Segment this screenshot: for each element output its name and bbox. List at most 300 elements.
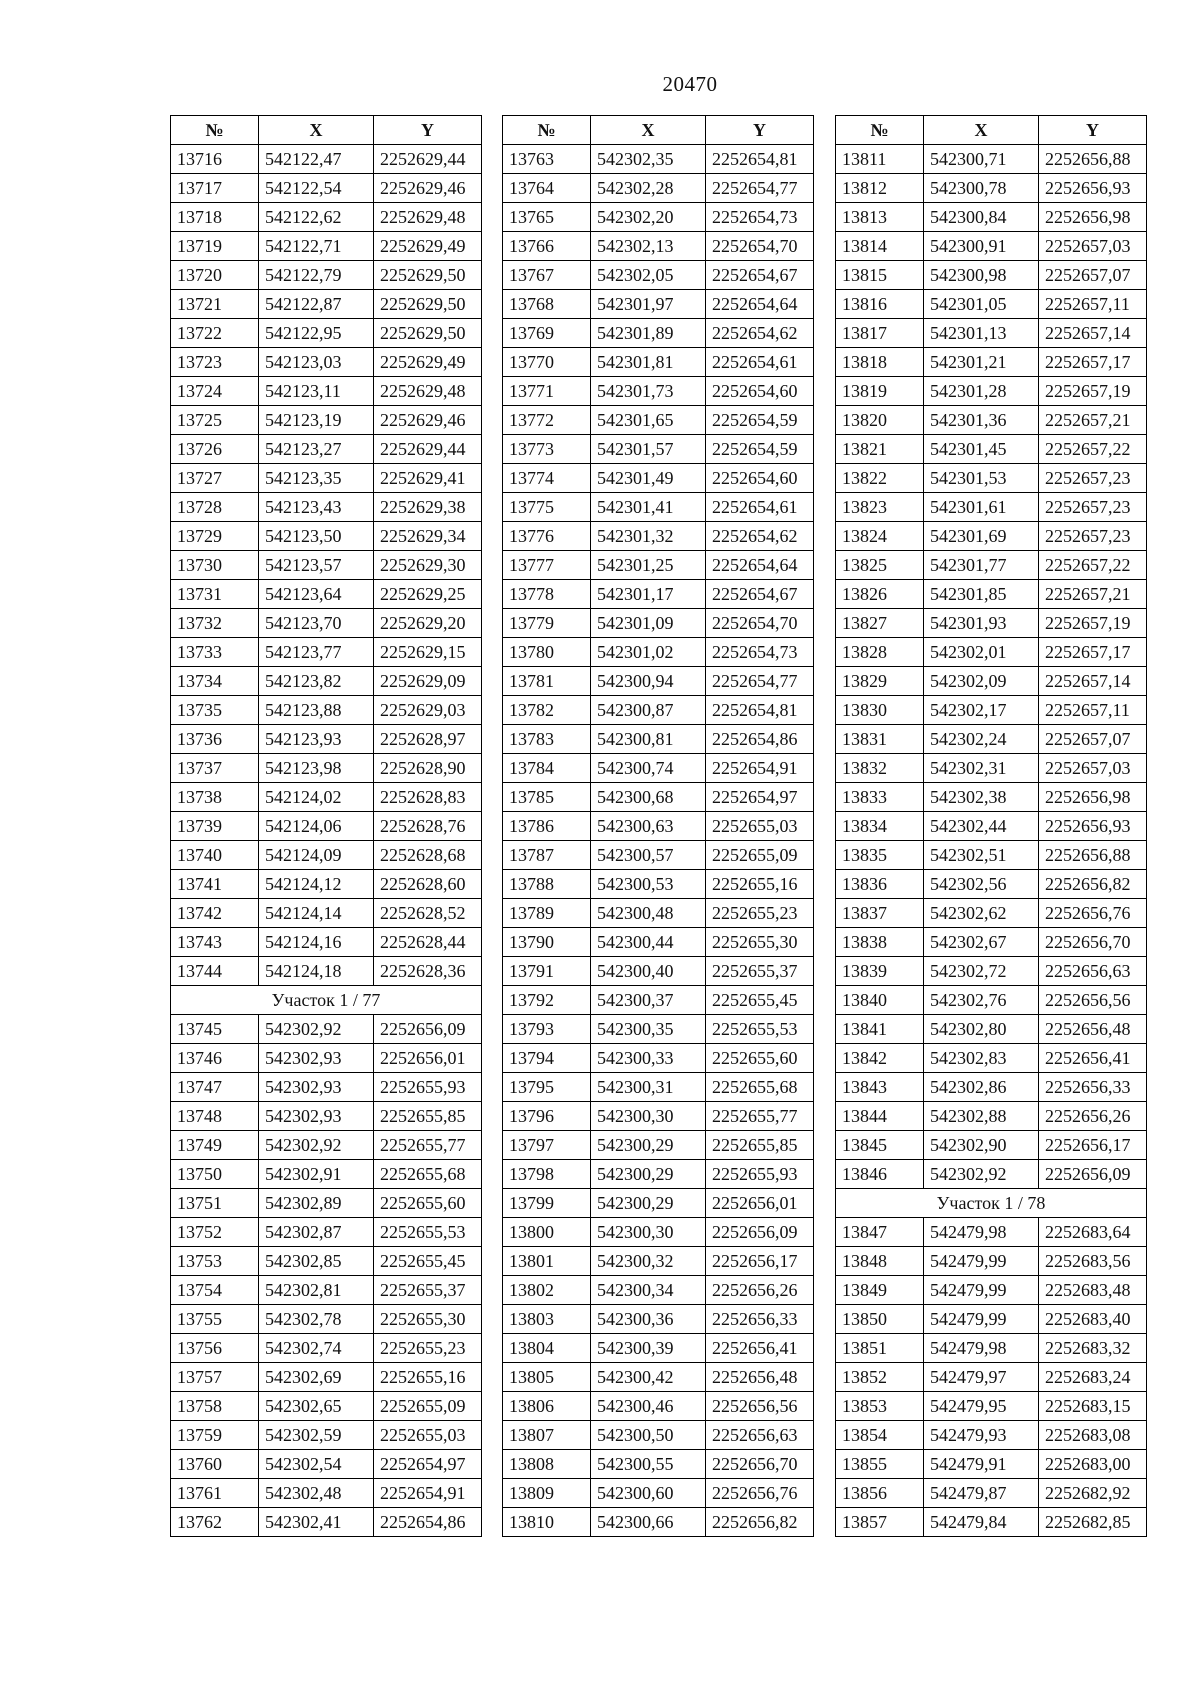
- cell-y: 2252655,37: [374, 1276, 482, 1305]
- table-row: [503, 1276, 814, 1305]
- cell-number: 13855: [836, 1450, 924, 1479]
- cell-y: 2252656,70: [1039, 928, 1147, 957]
- cell-number: 13830: [836, 696, 924, 725]
- cell-y: 2252629,46: [374, 174, 482, 203]
- cell-number: 13794: [503, 1044, 591, 1073]
- cell-x: 542301,13: [924, 319, 1039, 348]
- cell-number: 13811: [836, 145, 924, 174]
- cell-y: 2252656,82: [1039, 870, 1147, 899]
- cell-y: 2252656,76: [706, 1479, 814, 1508]
- cell-x: 542301,53: [924, 464, 1039, 493]
- cell-number: 13789: [503, 899, 591, 928]
- cell-y: 2252657,21: [1039, 580, 1147, 609]
- table-row: [503, 754, 814, 783]
- cell-number: 13784: [503, 754, 591, 783]
- cell-x: 542300,42: [591, 1363, 706, 1392]
- table-row: [836, 725, 1147, 754]
- cell-y: 2252656,09: [1039, 1160, 1147, 1189]
- cell-number: 13788: [503, 870, 591, 899]
- cell-x: 542302,13: [591, 232, 706, 261]
- cell-x: 542300,74: [591, 754, 706, 783]
- cell-y: 2252628,76: [374, 812, 482, 841]
- cell-x: 542302,69: [259, 1363, 374, 1392]
- cell-y: 2252655,93: [706, 1160, 814, 1189]
- table-row: [171, 899, 482, 928]
- cell-number: 13834: [836, 812, 924, 841]
- table-row: [836, 406, 1147, 435]
- cell-y: 2252655,23: [374, 1334, 482, 1363]
- cell-x: 542122,79: [259, 261, 374, 290]
- table-row: [171, 551, 482, 580]
- cell-y: 2252656,63: [706, 1421, 814, 1450]
- cell-number: 13777: [503, 551, 591, 580]
- cell-x: 542300,37: [591, 986, 706, 1015]
- cell-x: 542302,88: [924, 1102, 1039, 1131]
- cell-x: 542301,32: [591, 522, 706, 551]
- cell-x: 542301,93: [924, 609, 1039, 638]
- table-row: [503, 1218, 814, 1247]
- cell-y: 2252656,98: [1039, 203, 1147, 232]
- table-row: [171, 435, 482, 464]
- cell-x: 542124,18: [259, 957, 374, 986]
- cell-x: 542124,02: [259, 783, 374, 812]
- table-row: [503, 1450, 814, 1479]
- cell-number: 13796: [503, 1102, 591, 1131]
- cell-number: 13829: [836, 667, 924, 696]
- cell-x: 542301,28: [924, 377, 1039, 406]
- cell-x: 542302,62: [924, 899, 1039, 928]
- cell-y: 2252656,70: [706, 1450, 814, 1479]
- table-row: [503, 174, 814, 203]
- cell-y: 2252656,93: [1039, 812, 1147, 841]
- cell-number: 13782: [503, 696, 591, 725]
- cell-y: 2252654,86: [374, 1508, 482, 1537]
- table-row: [836, 957, 1147, 986]
- table-row: [171, 1247, 482, 1276]
- cell-x: 542302,81: [259, 1276, 374, 1305]
- cell-y: 2252654,59: [706, 435, 814, 464]
- cell-number: 13853: [836, 1392, 924, 1421]
- cell-y: 2252628,44: [374, 928, 482, 957]
- coordinates-table-middle: [502, 115, 814, 1537]
- cell-y: 2252683,40: [1039, 1305, 1147, 1334]
- cell-number: 13801: [503, 1247, 591, 1276]
- cell-y: 2252656,26: [1039, 1102, 1147, 1131]
- section-label: Участок 1 / 77: [171, 986, 482, 1015]
- cell-y: 2252629,44: [374, 435, 482, 464]
- cell-y: 2252655,16: [706, 870, 814, 899]
- cell-number: 13822: [836, 464, 924, 493]
- table-row: [503, 1334, 814, 1363]
- cell-number: 13773: [503, 435, 591, 464]
- cell-number: 13720: [171, 261, 259, 290]
- cell-number: 13742: [171, 899, 259, 928]
- cell-y: 2252657,14: [1039, 319, 1147, 348]
- table-row: [836, 174, 1147, 203]
- cell-number: 13728: [171, 493, 259, 522]
- cell-number: 13745: [171, 1015, 259, 1044]
- table-row: [171, 493, 482, 522]
- cell-x: 542301,89: [591, 319, 706, 348]
- cell-number: 13762: [171, 1508, 259, 1537]
- cell-number: 13734: [171, 667, 259, 696]
- table-row: [503, 841, 814, 870]
- cell-y: 2252654,67: [706, 580, 814, 609]
- cell-number: 13783: [503, 725, 591, 754]
- cell-x: 542300,68: [591, 783, 706, 812]
- cell-x: 542301,25: [591, 551, 706, 580]
- table-row: [836, 1421, 1147, 1450]
- cell-y: 2252629,30: [374, 551, 482, 580]
- cell-number: 13778: [503, 580, 591, 609]
- cell-number: 13808: [503, 1450, 591, 1479]
- cell-x: 542300,40: [591, 957, 706, 986]
- table-row: [171, 1421, 482, 1450]
- table-row: [503, 609, 814, 638]
- cell-x: 542123,70: [259, 609, 374, 638]
- table-row: [503, 725, 814, 754]
- cell-x: 542300,39: [591, 1334, 706, 1363]
- cell-y: 2252654,67: [706, 261, 814, 290]
- cell-y: 2252655,77: [706, 1102, 814, 1131]
- table-row: [836, 1363, 1147, 1392]
- cell-x: 542302,05: [591, 261, 706, 290]
- cell-y: 2252657,11: [1039, 290, 1147, 319]
- cell-number: 13738: [171, 783, 259, 812]
- header-y: Y: [706, 116, 814, 145]
- cell-number: 13816: [836, 290, 924, 319]
- table-row: [171, 754, 482, 783]
- cell-x: 542302,38: [924, 783, 1039, 812]
- table-row: [836, 986, 1147, 1015]
- cell-number: 13850: [836, 1305, 924, 1334]
- cell-x: 542302,92: [924, 1160, 1039, 1189]
- cell-x: 542124,14: [259, 899, 374, 928]
- cell-x: 542302,92: [259, 1015, 374, 1044]
- cell-number: 13809: [503, 1479, 591, 1508]
- cell-y: 2252656,41: [1039, 1044, 1147, 1073]
- cell-x: 542301,81: [591, 348, 706, 377]
- cell-number: 13849: [836, 1276, 924, 1305]
- cell-x: 542302,87: [259, 1218, 374, 1247]
- cell-y: 2252656,76: [1039, 899, 1147, 928]
- cell-x: 542124,09: [259, 841, 374, 870]
- cell-y: 2252654,62: [706, 522, 814, 551]
- table-row: [503, 812, 814, 841]
- coordinates-table-left: [170, 115, 482, 1537]
- header-number: №: [171, 116, 259, 145]
- cell-y: 2252655,68: [706, 1073, 814, 1102]
- cell-number: 13828: [836, 638, 924, 667]
- cell-y: 2252657,23: [1039, 493, 1147, 522]
- cell-x: 542123,27: [259, 435, 374, 464]
- cell-x: 542302,86: [924, 1073, 1039, 1102]
- cell-x: 542302,85: [259, 1247, 374, 1276]
- cell-number: 13748: [171, 1102, 259, 1131]
- cell-y: 2252656,88: [1039, 841, 1147, 870]
- cell-y: 2252655,09: [374, 1392, 482, 1421]
- cell-y: 2252657,14: [1039, 667, 1147, 696]
- table-row: [836, 1392, 1147, 1421]
- cell-x: 542301,36: [924, 406, 1039, 435]
- cell-number: 13756: [171, 1334, 259, 1363]
- table-row: [836, 754, 1147, 783]
- cell-y: 2252655,45: [706, 986, 814, 1015]
- cell-y: 2252657,22: [1039, 551, 1147, 580]
- cell-y: 2252654,61: [706, 493, 814, 522]
- cell-x: 542301,49: [591, 464, 706, 493]
- table-row: [503, 406, 814, 435]
- cell-number: 13759: [171, 1421, 259, 1450]
- cell-x: 542301,05: [924, 290, 1039, 319]
- cell-x: 542302,67: [924, 928, 1039, 957]
- table-row: [836, 1131, 1147, 1160]
- cell-x: 542302,17: [924, 696, 1039, 725]
- cell-number: 13835: [836, 841, 924, 870]
- table-row: [171, 1160, 482, 1189]
- page-number: 20470: [662, 72, 718, 96]
- cell-number: 13776: [503, 522, 591, 551]
- table-row: [836, 899, 1147, 928]
- cell-number: 13848: [836, 1247, 924, 1276]
- cell-y: 2252629,41: [374, 464, 482, 493]
- cell-number: 13775: [503, 493, 591, 522]
- table-row: [503, 783, 814, 812]
- cell-x: 542123,03: [259, 348, 374, 377]
- cell-x: 542302,91: [259, 1160, 374, 1189]
- cell-x: 542302,92: [259, 1131, 374, 1160]
- cell-number: 13812: [836, 174, 924, 203]
- cell-y: 2252629,09: [374, 667, 482, 696]
- cell-y: 2252654,81: [706, 145, 814, 174]
- table-row: [836, 1305, 1147, 1334]
- cell-y: 2252629,48: [374, 203, 482, 232]
- cell-y: 2252629,49: [374, 348, 482, 377]
- cell-y: 2252656,56: [1039, 986, 1147, 1015]
- cell-number: 13757: [171, 1363, 259, 1392]
- table-row: [171, 1479, 482, 1508]
- table-row: [171, 1305, 482, 1334]
- cell-x: 542302,93: [259, 1073, 374, 1102]
- table-row: [503, 899, 814, 928]
- cell-x: 542300,36: [591, 1305, 706, 1334]
- cell-number: 13836: [836, 870, 924, 899]
- cell-y: 2252656,26: [706, 1276, 814, 1305]
- cell-number: 13792: [503, 986, 591, 1015]
- cell-x: 542123,98: [259, 754, 374, 783]
- table-row: [836, 1073, 1147, 1102]
- cell-x: 542300,30: [591, 1102, 706, 1131]
- table-row: [171, 290, 482, 319]
- header-x: X: [259, 116, 374, 145]
- cell-x: 542123,77: [259, 638, 374, 667]
- cell-y: 2252655,45: [374, 1247, 482, 1276]
- table-row: [503, 1160, 814, 1189]
- cell-x: 542300,91: [924, 232, 1039, 261]
- cell-number: 13722: [171, 319, 259, 348]
- cell-y: 2252656,33: [706, 1305, 814, 1334]
- cell-number: 13846: [836, 1160, 924, 1189]
- cell-x: 542124,12: [259, 870, 374, 899]
- table-row: [171, 928, 482, 957]
- cell-number: 13716: [171, 145, 259, 174]
- table-row: [503, 580, 814, 609]
- cell-x: 542123,43: [259, 493, 374, 522]
- cell-number: 13763: [503, 145, 591, 174]
- cell-y: 2252628,90: [374, 754, 482, 783]
- table-row: [836, 493, 1147, 522]
- cell-y: 2252656,88: [1039, 145, 1147, 174]
- cell-number: 13726: [171, 435, 259, 464]
- table-row: [836, 203, 1147, 232]
- table-row: [503, 957, 814, 986]
- cell-y: 2252656,01: [374, 1044, 482, 1073]
- cell-x: 542300,71: [924, 145, 1039, 174]
- table-row: [836, 551, 1147, 580]
- cell-number: 13799: [503, 1189, 591, 1218]
- cell-number: 13723: [171, 348, 259, 377]
- table-row: [503, 1247, 814, 1276]
- cell-number: 13749: [171, 1131, 259, 1160]
- cell-number: 13750: [171, 1160, 259, 1189]
- table-row: [503, 232, 814, 261]
- table-row: [503, 551, 814, 580]
- cell-x: 542300,98: [924, 261, 1039, 290]
- cell-x: 542300,63: [591, 812, 706, 841]
- cell-y: 2252657,11: [1039, 696, 1147, 725]
- cell-y: 2252655,93: [374, 1073, 482, 1102]
- cell-y: 2252656,93: [1039, 174, 1147, 203]
- cell-y: 2252629,50: [374, 290, 482, 319]
- table-row: [836, 1044, 1147, 1073]
- table-row: [171, 1189, 482, 1218]
- coordinates-table-right: [835, 115, 1147, 1537]
- table-row: [503, 1131, 814, 1160]
- table-row: [836, 1160, 1147, 1189]
- cell-number: 13753: [171, 1247, 259, 1276]
- cell-y: 2252657,07: [1039, 725, 1147, 754]
- cell-number: 13719: [171, 232, 259, 261]
- cell-number: 13735: [171, 696, 259, 725]
- table-row: [836, 290, 1147, 319]
- cell-x: 542302,65: [259, 1392, 374, 1421]
- cell-y: 2252657,23: [1039, 522, 1147, 551]
- cell-y: 2252655,77: [374, 1131, 482, 1160]
- cell-y: 2252629,44: [374, 145, 482, 174]
- cell-x: 542302,48: [259, 1479, 374, 1508]
- cell-x: 542302,80: [924, 1015, 1039, 1044]
- cell-number: 13804: [503, 1334, 591, 1363]
- header-y: Y: [374, 116, 482, 145]
- cell-y: 2252656,33: [1039, 1073, 1147, 1102]
- table-row: [503, 435, 814, 464]
- table-row: [503, 986, 814, 1015]
- cell-x: 542302,09: [924, 667, 1039, 696]
- cell-number: 13852: [836, 1363, 924, 1392]
- cell-number: 13769: [503, 319, 591, 348]
- cell-x: 542300,55: [591, 1450, 706, 1479]
- cell-x: 542300,29: [591, 1189, 706, 1218]
- cell-number: 13733: [171, 638, 259, 667]
- table-row: [836, 377, 1147, 406]
- table-row: [503, 1305, 814, 1334]
- cell-y: 2252629,20: [374, 609, 482, 638]
- table-row: [836, 580, 1147, 609]
- table-row: [836, 609, 1147, 638]
- table-row: [503, 870, 814, 899]
- cell-y: 2252657,07: [1039, 261, 1147, 290]
- cell-x: 542479,87: [924, 1479, 1039, 1508]
- cell-x: 542301,45: [924, 435, 1039, 464]
- cell-x: 542300,57: [591, 841, 706, 870]
- table-row: [836, 667, 1147, 696]
- cell-number: 13805: [503, 1363, 591, 1392]
- cell-y: 2252683,56: [1039, 1247, 1147, 1276]
- cell-x: 542300,48: [591, 899, 706, 928]
- cell-number: 13795: [503, 1073, 591, 1102]
- cell-number: 13751: [171, 1189, 259, 1218]
- table-row: [171, 232, 482, 261]
- cell-y: 2252629,49: [374, 232, 482, 261]
- cell-x: 542479,91: [924, 1450, 1039, 1479]
- cell-number: 13814: [836, 232, 924, 261]
- cell-y: 2252683,24: [1039, 1363, 1147, 1392]
- cell-x: 542479,99: [924, 1305, 1039, 1334]
- cell-number: 13841: [836, 1015, 924, 1044]
- cell-y: 2252655,37: [706, 957, 814, 986]
- cell-y: 2252654,97: [374, 1450, 482, 1479]
- cell-number: 13839: [836, 957, 924, 986]
- cell-number: 13826: [836, 580, 924, 609]
- cell-number: 13731: [171, 580, 259, 609]
- cell-x: 542300,50: [591, 1421, 706, 1450]
- cell-number: 13818: [836, 348, 924, 377]
- cell-x: 542301,65: [591, 406, 706, 435]
- cell-x: 542123,11: [259, 377, 374, 406]
- table-row: [503, 696, 814, 725]
- cell-number: 13754: [171, 1276, 259, 1305]
- cell-x: 542302,93: [259, 1044, 374, 1073]
- cell-number: 13740: [171, 841, 259, 870]
- table-row: [836, 464, 1147, 493]
- cell-x: 542301,02: [591, 638, 706, 667]
- cell-y: 2252654,73: [706, 203, 814, 232]
- cell-x: 542302,83: [924, 1044, 1039, 1073]
- cell-x: 542302,89: [259, 1189, 374, 1218]
- table-row: [171, 667, 482, 696]
- cell-y: 2252628,68: [374, 841, 482, 870]
- cell-y: 2252683,32: [1039, 1334, 1147, 1363]
- table-header-row: [503, 116, 814, 145]
- cell-x: 542300,87: [591, 696, 706, 725]
- cell-x: 542301,57: [591, 435, 706, 464]
- cell-y: 2252655,53: [706, 1015, 814, 1044]
- cell-y: 2252683,15: [1039, 1392, 1147, 1421]
- cell-number: 13807: [503, 1421, 591, 1450]
- table-row: [171, 261, 482, 290]
- table-row: [171, 812, 482, 841]
- cell-x: 542479,98: [924, 1218, 1039, 1247]
- cell-x: 542302,41: [259, 1508, 374, 1537]
- cell-number: 13845: [836, 1131, 924, 1160]
- cell-number: 13741: [171, 870, 259, 899]
- table-row: [171, 1102, 482, 1131]
- cell-x: 542301,69: [924, 522, 1039, 551]
- cell-x: 542302,78: [259, 1305, 374, 1334]
- table-row: [171, 638, 482, 667]
- cell-number: 13820: [836, 406, 924, 435]
- cell-y: 2252683,08: [1039, 1421, 1147, 1450]
